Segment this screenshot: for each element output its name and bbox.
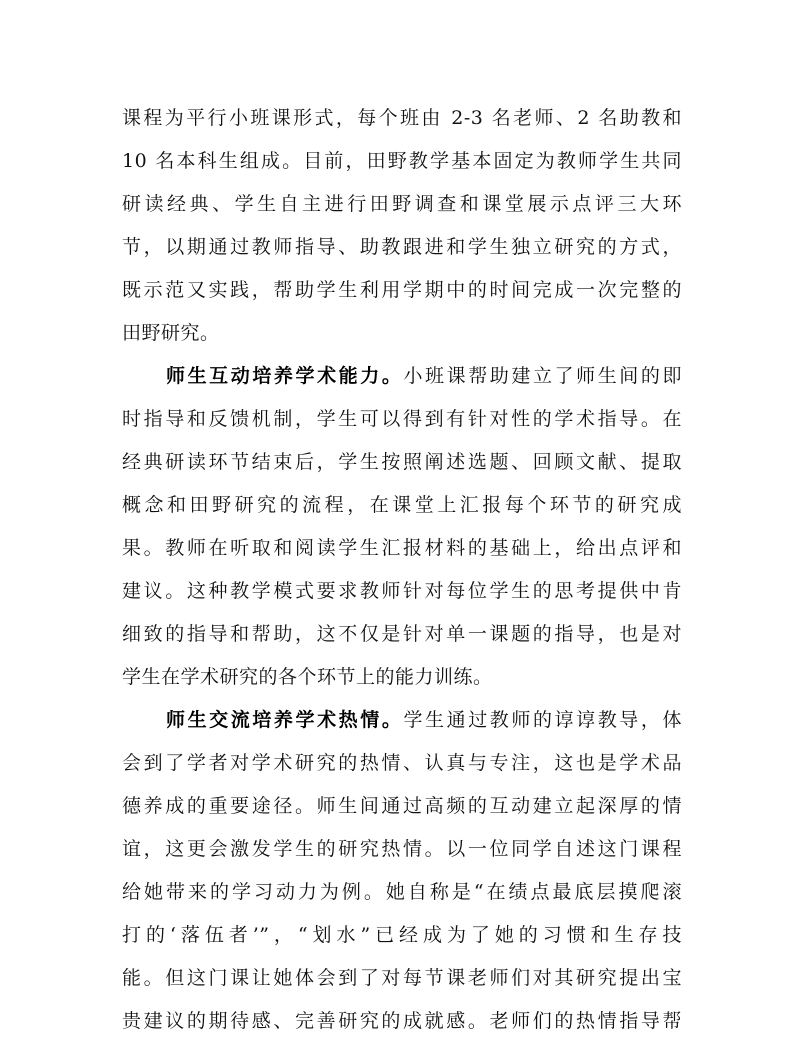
paragraph-2-first-line-text: 小班课帮助建立了师生间的即: [403, 365, 682, 387]
paragraph-2-line-7: 细致的指导和帮助，这不仅是针对单一课题的指导，也是对: [122, 623, 682, 645]
paragraph-3-line-6: 打的‘落伍者’”，“划水”已经成为了她的习惯和生存技: [122, 924, 682, 946]
paragraph-1-line-2: 10 名本科生组成。目前，田野教学基本固定为教师学生共同: [122, 150, 682, 172]
paragraph-3-line-1: [122, 699, 682, 742]
paragraph-1-line-6: 田野研究。: [122, 322, 220, 344]
paragraph-3-line-8: 贵建议的期待感、完善研究的成就感。老师们的热情指导帮: [122, 1010, 682, 1032]
paragraph-3-heading: 师生交流培养学术热情。: [166, 709, 404, 731]
paragraph-2-line-3: 经典研读环节结束后，学生按照阐述选题、回顾文献、提取: [122, 451, 682, 473]
paragraph-2-line-1: [122, 355, 682, 398]
paragraph-2-line-5: 果。教师在听取和阅读学生汇报材料的基础上，给出点评和: [122, 537, 682, 559]
document-body: [122, 97, 682, 1043]
paragraph-1-line-5: 既示范又实践，帮助学生利用学期中的时间完成一次完整的: [122, 279, 682, 301]
paragraph-2-line-4: 概念和田野研究的流程，在课堂上汇报每个环节的研究成: [122, 494, 682, 516]
paragraph-3-line-4: 谊，这更会激发学生的研究热情。以一位同学自述这门课程: [122, 838, 682, 860]
paragraph-2-line-2: 时指导和反馈机制，学生可以得到有针对性的学术指导。在: [122, 408, 682, 430]
paragraph-2-heading: 师生互动培养学术能力。: [166, 365, 404, 387]
paragraph-1-line-3: 研读经典、学生自主进行田野调查和课堂展示点评三大环: [122, 193, 682, 215]
paragraph-3-line-3: 德养成的重要途径。师生间通过高频的互动建立起深厚的情: [122, 795, 682, 817]
paragraph-2-line-6: 建议。这种教学模式要求教师针对每位学生的思考提供中肯: [122, 580, 682, 602]
paragraph-1-line-1: 课程为平行小班课形式，每个班由 2-3 名老师、2 名助教和: [122, 107, 682, 129]
paragraph-1-line-4: 节，以期通过教师指导、助教跟进和学生独立研究的方式，: [122, 236, 682, 258]
paragraph-3-line-5: 给她带来的学习动力为例。她自称是“在绩点最底层摸爬滚: [122, 881, 682, 903]
paragraph-3-line-7: 能。但这门课让她体会到了对每节课老师们对其研究提出宝: [122, 967, 682, 989]
paragraph-2-line-8: 学生在学术研究的各个环节上的能力训练。: [122, 666, 493, 688]
paragraph-3-first-line-text: 学生通过教师的谆谆教导，体: [403, 709, 682, 731]
paragraph-3-line-2: 会到了学者对学术研究的热情、认真与专注，这也是学术品: [122, 752, 682, 774]
